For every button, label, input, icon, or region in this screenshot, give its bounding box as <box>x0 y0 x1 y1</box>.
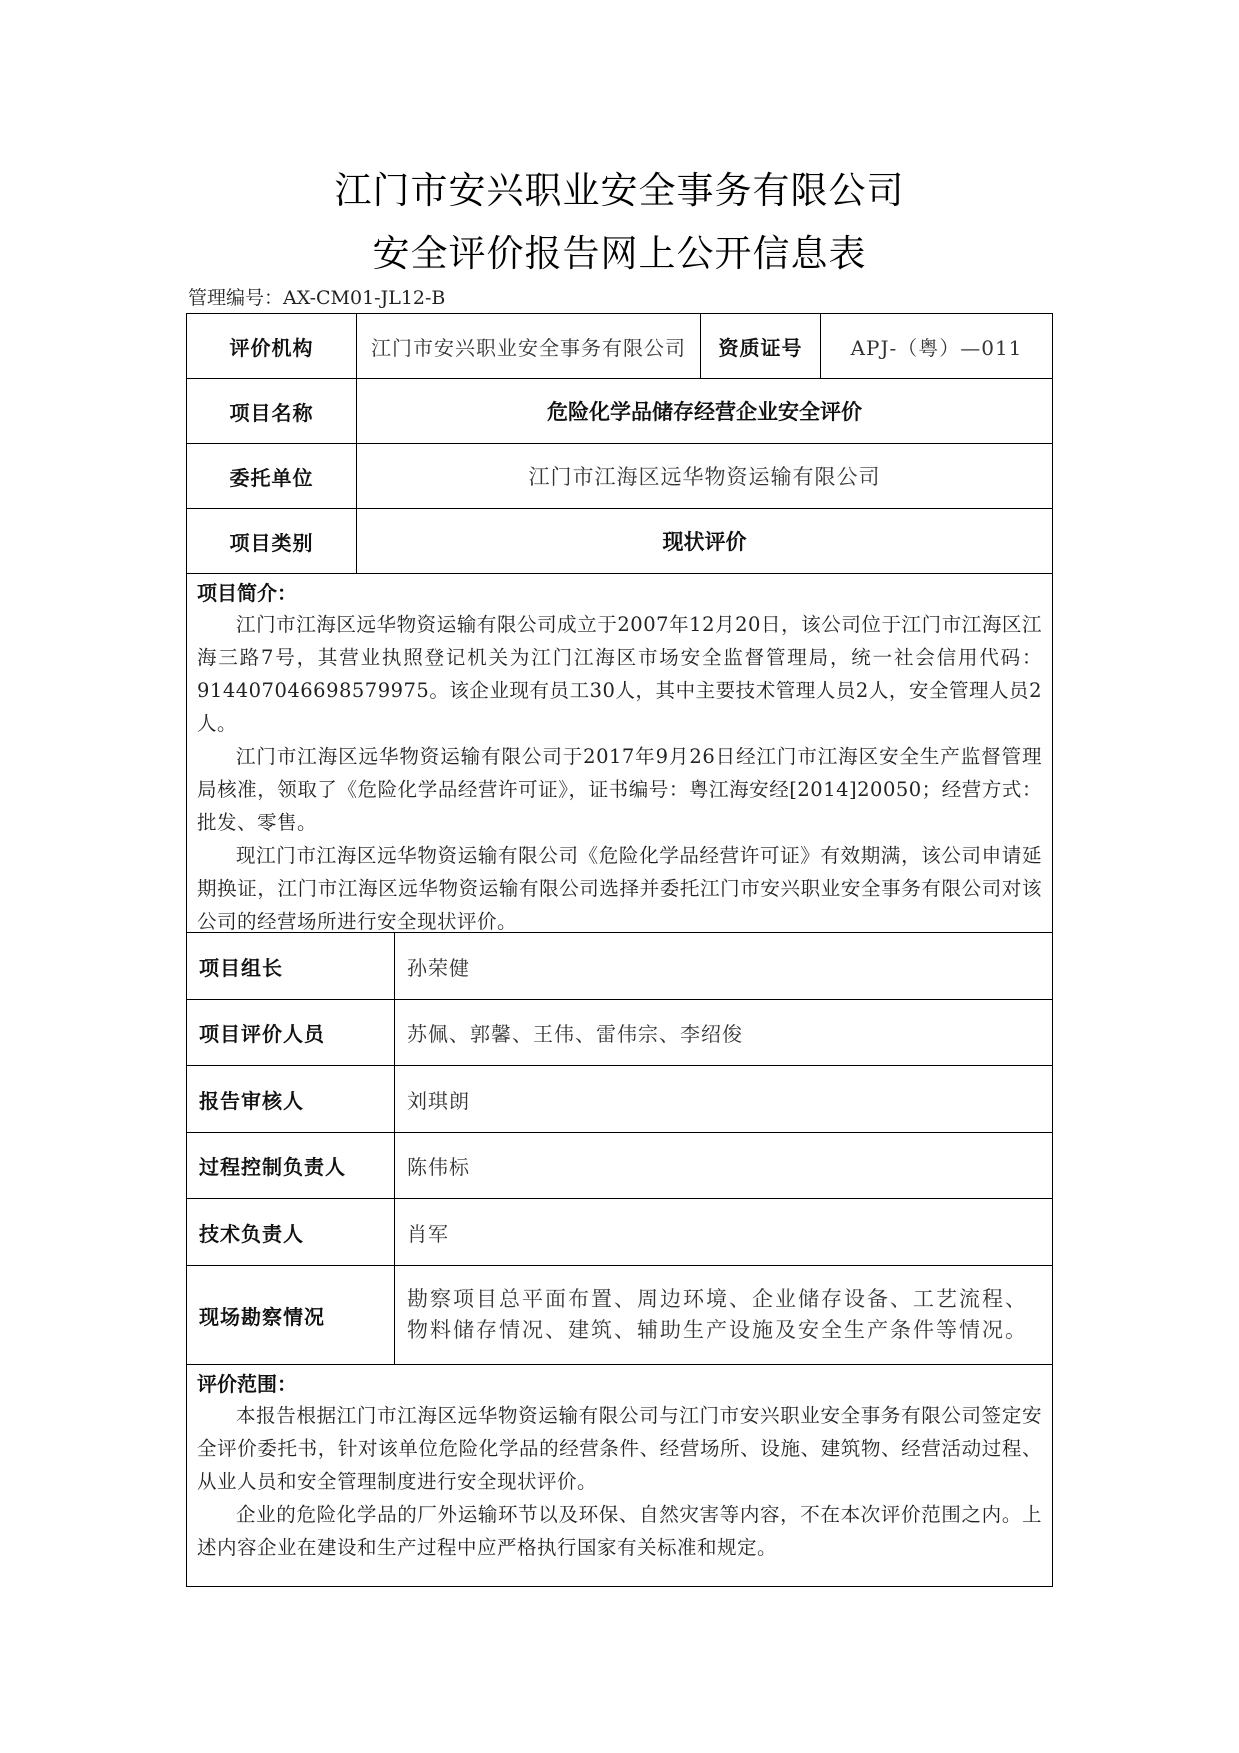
reviewer-value: 刘琪朗 <box>407 1088 470 1113</box>
document-subtitle: 安全评价报告网上公开信息表 <box>372 232 867 275</box>
project-name-value: 危险化学品储存经营企业安全评价 <box>547 400 862 424</box>
intro-paragraph: 江门市江海区远华物资运输有限公司成立于2007年12月20日，该公司位于江门市江海区江海三路7号，其营业执照登记机关为江门江海区市场安全监督管理局，统一社会信用代码：914407046698579975。该企业现有员工30人，其中主要技术管理人员2人，安全管理人员2人。 <box>197 613 1042 735</box>
project-intro-section <box>187 574 1052 933</box>
evaluator-value: 江门市安兴职业安全事务有限公司 <box>357 314 701 378</box>
team-leader-label: 项目组长 <box>187 933 395 999</box>
scope-paragraph: 企业的危险化学品的厂外运输环节以及环保、自然灾害等内容，不在本次评价范围之内。上述内容企业在建设和生产过程中应严格执行国家有关标准和规定。 <box>197 1503 1042 1559</box>
project-name-label: 项目名称 <box>187 379 357 443</box>
row-project-name <box>187 379 1052 444</box>
project-type-value: 现状评价 <box>662 530 747 554</box>
evaluation-scope-heading: 评价范围： <box>197 1372 297 1396</box>
qualification-label: 资质证号 <box>701 314 821 378</box>
document-title: 江门市安兴职业安全事务有限公司 <box>334 169 905 212</box>
info-table <box>186 313 1053 1587</box>
project-intro-heading: 项目简介： <box>197 581 297 605</box>
process-control-label: 过程控制负责人 <box>187 1133 395 1198</box>
row-evaluator <box>187 314 1052 379</box>
reviewer-label: 报告审核人 <box>187 1066 395 1132</box>
row-technical-lead <box>187 1199 1052 1266</box>
site-survey-value: 勘察项目总平面布置、周边环境、企业储存设备、工艺流程、物料储存情况、建筑、辅助生产设施及安全生产条件等情况。 <box>407 1287 1028 1342</box>
technical-lead-value: 肖军 <box>407 1221 449 1246</box>
evaluator-label: 评价机构 <box>187 314 357 378</box>
technical-lead-label: 技术负责人 <box>187 1199 395 1265</box>
team-leader-value: 孙荣健 <box>407 955 470 980</box>
intro-paragraph: 江门市江海区远华物资运输有限公司于2017年9月26日经江门市江海区安全生产监督管理局核准，领取了《危险化学品经营许可证》，证书编号：粤江海安经[2014]20050；经营方式：批发、零售。 <box>197 745 1042 834</box>
intro-paragraph: 现江门市江海区远华物资运输有限公司《危险化学品经营许可证》有效期满，该公司申请延期换证，江门市江海区远华物资运输有限公司选择并委托江门市安兴职业安全事务有限公司对该公司的经营场所进行安全现状评价。 <box>197 844 1042 933</box>
qualification-value: APJ-（粤）—011 <box>850 335 1023 360</box>
evaluators-value: 苏佩、郭馨、王伟、雷伟宗、李绍俊 <box>407 1022 743 1046</box>
row-evaluators <box>187 1000 1052 1066</box>
client-label: 委托单位 <box>187 444 357 508</box>
project-type-label: 项目类别 <box>187 509 357 573</box>
scope-paragraph: 本报告根据江门市江海区远华物资运输有限公司与江门市安兴职业安全事务有限公司签定安全评价委托书，针对该单位危险化学品的经营条件、经营场所、设施、建筑物、经营活动过程、从业人员和安全管理制度进行安全现状评价。 <box>197 1404 1042 1493</box>
row-team-leader <box>187 933 1052 1000</box>
row-process-control <box>187 1133 1052 1199</box>
row-reviewer <box>187 1066 1052 1133</box>
client-value: 江门市江海区远华物资运输有限公司 <box>528 465 881 489</box>
evaluation-scope-section <box>187 1365 1052 1587</box>
process-control-value: 陈伟标 <box>407 1155 470 1179</box>
row-client <box>187 444 1052 509</box>
row-project-type <box>187 509 1052 574</box>
evaluators-label: 项目评价人员 <box>187 1000 395 1065</box>
site-survey-label: 现场勘察情况 <box>187 1266 395 1364</box>
management-number: 管理编号：AX-CM01-JL12-B <box>188 287 446 309</box>
row-site-survey <box>187 1266 1052 1365</box>
